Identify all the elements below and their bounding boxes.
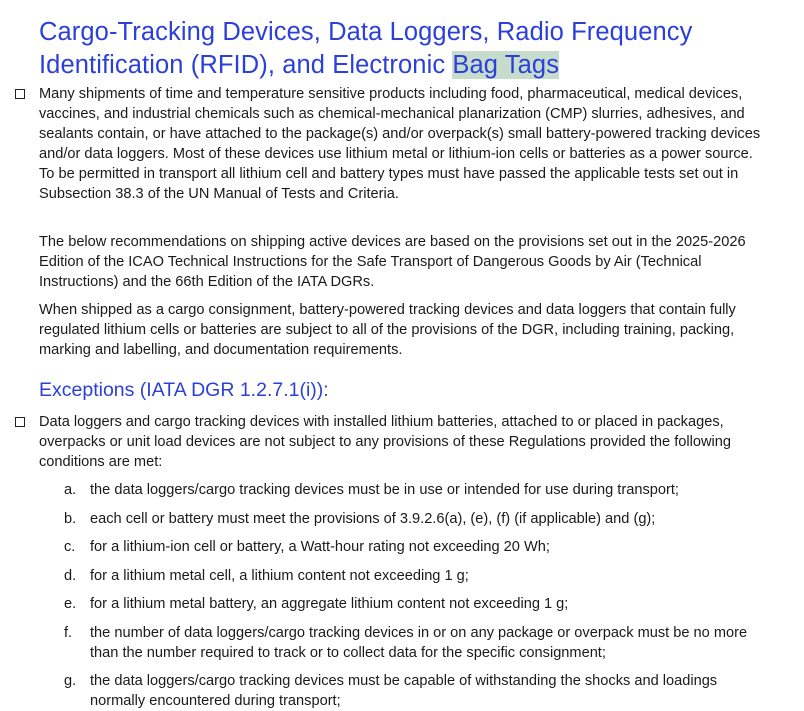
list-item-text: the number of data loggers/cargo tracking devices in or on any package or overpack must be no more than the number required to track or to collect data for the specific consignment; (90, 625, 748, 661)
checkbox-icon (15, 417, 25, 427)
list-item-marker: d. (64, 568, 77, 584)
intro-paragraph-1: Many shipments of time and temperature sensitive products including food, pharmaceutical, medical devices, vaccines, and industrial chemicals such as chemical-mechanical planarization (CMP) slurries, adhesives, and sealants contain, or have attached to the package(s) and/or overpack(s) small battery-powered tracking devices and/or data loggers. Most of these devices use lithium metal or lithium-ion cells or batteries as a power source. To be permitted in transport all lithium cell and battery types must have passed the applicable tests set out in Subsection 38.3 of the UN Manual of Tests and Criteria. (39, 86, 761, 202)
list-item-text: the data loggers/cargo tracking devices must be in use or intended for use during transport; (90, 482, 679, 498)
list-item-text: for a lithium metal battery, an aggregate lithium content not exceeding 1 g; (90, 596, 569, 612)
list-item-marker: c. (64, 539, 76, 555)
list-item-text: for a lithium metal cell, a lithium content not exceeding 1 g; (90, 568, 469, 584)
checkbox-icon (15, 89, 25, 99)
intro-paragraph-2: The below recommendations on shipping active devices are based on the provisions set out in the 2025-2026 Edition of the ICAO Technical Instructions for the Safe Transport of Dangerous Goods by Air (Technical Instructions) and the 66th Edition of the IATA DGRs. (39, 234, 746, 290)
intro-paragraph-3: When shipped as a cargo consignment, battery-powered tracking devices and data loggers that contain fully regulated lithium cells or batteries are subject to all of the provisions of the DGR, including training, packing, marking and labelling, and documentation requirements. (39, 302, 736, 358)
list-item-marker: b. (64, 511, 77, 527)
list-item-text: the data loggers/cargo tracking devices must be capable of withstanding the shocks and loadings normally encountered during transport; (90, 673, 718, 709)
list-item-marker: a. (64, 482, 77, 498)
list-item-marker: g. (64, 673, 77, 689)
document-title (39, 16, 779, 82)
title-text: Cargo-Tracking Devices, Data Loggers, Radio Frequency Identification (RFID), and Electronic (39, 18, 693, 79)
list-item-text: for a lithium-ion cell or battery, a Watt-hour rating not exceeding 20 Wh; (90, 539, 550, 555)
list-item-text: each cell or battery must meet the provisions of 3.9.2.6(a), (e), (f) (if applicable) and (g); (90, 511, 656, 527)
list-item-marker: e. (64, 596, 77, 612)
title-highlighted-text: Bag Tags (452, 51, 560, 79)
exceptions-heading: Exceptions (IATA DGR 1.2.7.1(i)): (39, 379, 329, 401)
list-item-marker: f. (64, 625, 73, 641)
exceptions-intro: Data loggers and cargo tracking devices with installed lithium batteries, attached to or placed in packages, overpacks or unit load devices are not subject to any provisions of these Regulations provided the following conditions are met: (39, 414, 731, 470)
